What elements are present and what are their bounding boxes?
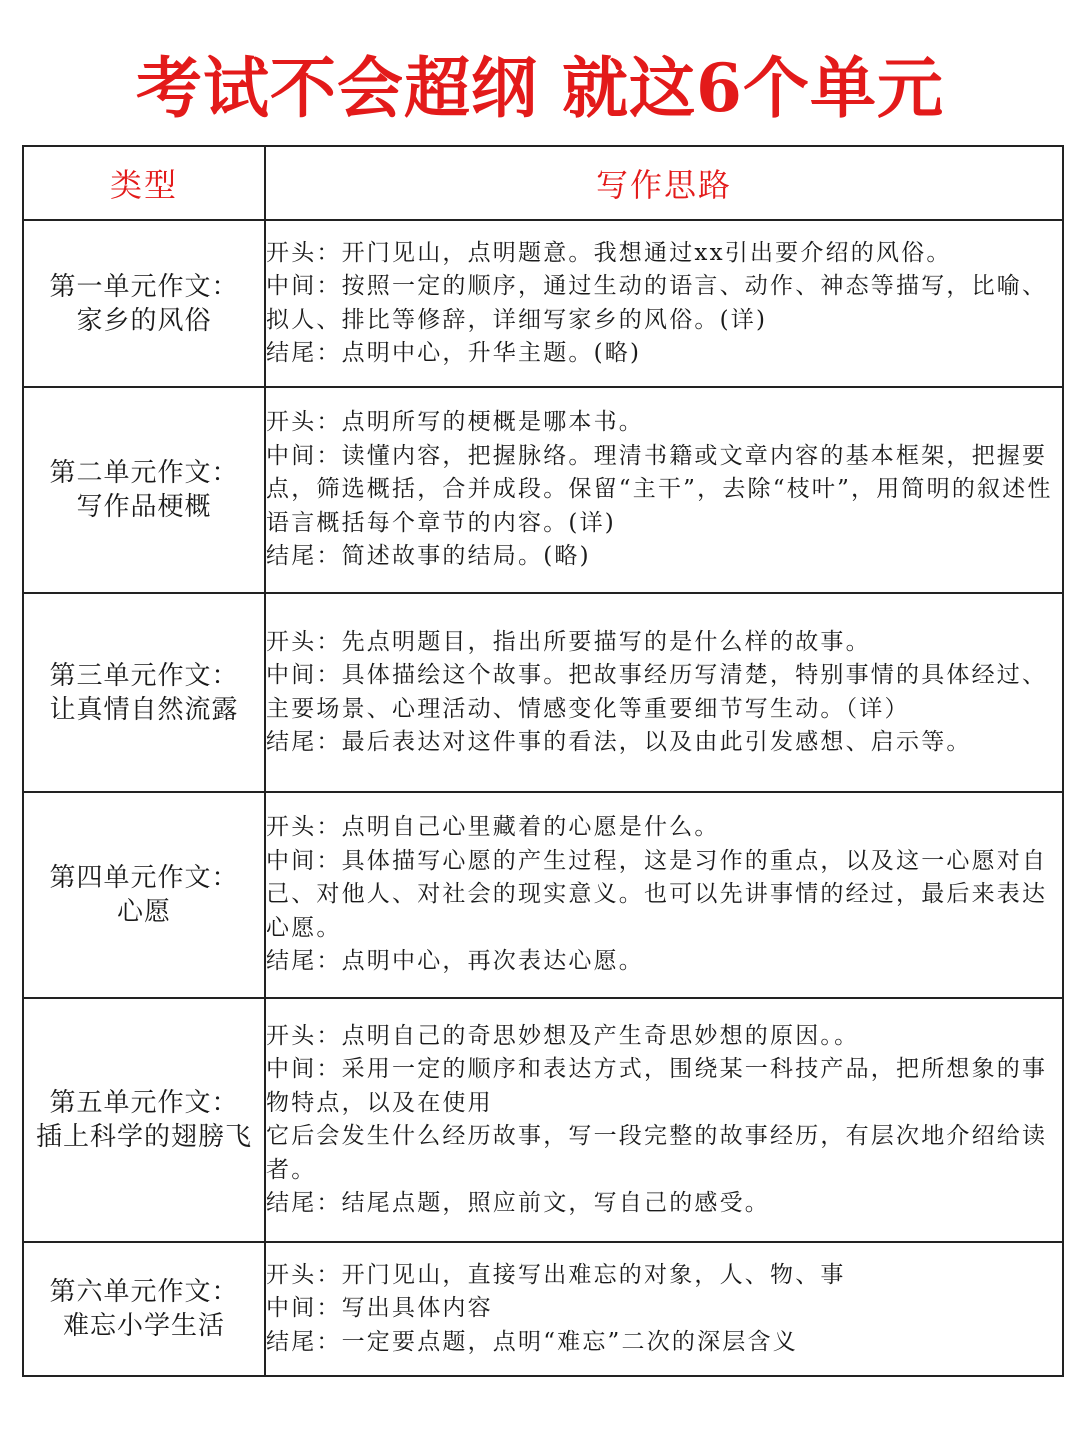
unit-cell — [23, 593, 265, 792]
header-approach: 写作思路 — [265, 146, 1063, 220]
unit-topic: 插上科学的翅膀飞 — [35, 1122, 252, 1152]
approach-line: 中间：具体描写心愿的产生过程，这是习作的重点，以及这一心愿对自己、对他人、对社会的现实意义。也可以先讲事情的经过，最后来表达心愿。 — [266, 847, 1048, 941]
approach-line: 中间：采用一定的顺序和表达方式，围绕某一科技产品，把所想象的事物特点，以及在使用 — [266, 1056, 1048, 1116]
unit-topic: 难忘小学生活 — [62, 1311, 225, 1341]
approach-line: 结尾：点明中心，升华主题。(略) — [266, 340, 642, 366]
unit-cell — [23, 792, 265, 998]
approach-line: 结尾：点明中心，再次表达心愿。 — [266, 948, 644, 975]
unit-topic: 让真情自然流露 — [49, 694, 239, 725]
unit-cell — [23, 220, 265, 387]
unit-label: 第六单元作文： — [49, 1277, 239, 1307]
page-title: 考试不会超纲 就这6个单元 — [136, 49, 944, 127]
approach-line: 中间：读懂内容，把握脉络。理清书籍或文章内容的基本框架，把握要点，筛选概括，合并成段。保留“主干”，去除“枝叶”，用简明的叙述性语言概括每个章节的内容。(详) — [266, 442, 1053, 536]
approach-cell — [265, 792, 1063, 998]
table-row — [23, 593, 1063, 792]
approach-line: 中间：按照一定的顺序，通过生动的语言、动作、神态等描写，比喻、拟人、排比等修辞，详细写家乡的风俗。(详) — [266, 273, 1048, 333]
unit-cell — [23, 1242, 265, 1376]
unit-label: 第三单元作文： — [49, 660, 239, 691]
unit-topic: 心愿 — [116, 897, 171, 927]
approach-line: 开头：开门见山，直接写出难忘的对象，人、物、事 — [266, 1261, 846, 1288]
approach-line: 中间：具体描绘这个故事。把故事经历写清楚，特别事情的具体经过、主要场景、心理活动、情感变化等重要细节写生动。（详） — [266, 662, 1048, 722]
unit-cell — [23, 998, 265, 1242]
table-row — [23, 998, 1063, 1242]
approach-line: 开头：先点明题目，指出所要描写的是什么样的故事。 — [266, 628, 871, 655]
unit-cell — [23, 387, 265, 593]
unit-label: 第四单元作文： — [49, 863, 239, 893]
approach-cell — [265, 998, 1063, 1242]
approach-cell — [265, 387, 1063, 593]
table-row — [23, 1242, 1063, 1376]
unit-label: 第五单元作文： — [49, 1088, 239, 1118]
writing-guide-table — [22, 145, 1064, 1377]
approach-line: 它后会发生什么经历故事，写一段完整的故事经历，有层次地介绍给读者。 — [266, 1123, 1048, 1183]
approach-cell — [265, 593, 1063, 792]
table-header-row — [23, 146, 1063, 220]
approach-line: 结尾：一定要点题，点明“难忘”二次的深层含义 — [266, 1328, 798, 1355]
approach-cell — [265, 220, 1063, 387]
unit-label: 第二单元作文： — [49, 458, 239, 488]
approach-line: 中间：写出具体内容 — [266, 1295, 493, 1322]
unit-label: 第一单元作文： — [49, 271, 239, 302]
approach-cell — [265, 1242, 1063, 1376]
unit-topic: 写作品梗概 — [76, 492, 212, 522]
approach-line: 开头：点明自己心里藏着的心愿是什么。 — [266, 814, 720, 841]
header-type: 类型 — [23, 146, 265, 220]
approach-line: 结尾：简述故事的结局。(略) — [266, 543, 591, 570]
table-row — [23, 792, 1063, 998]
unit-topic: 家乡的风俗 — [76, 305, 212, 336]
approach-line: 开头：点明自己的奇思妙想及产生奇思妙想的原因。。 — [266, 1022, 860, 1049]
approach-line: 开头：点明所写的梗概是哪本书。 — [266, 409, 644, 436]
table-row — [23, 387, 1063, 593]
approach-line: 开头：开门见山，点明题意。我想通过xx引出要介绍的风俗。 — [266, 239, 952, 266]
approach-line: 结尾：最后表达对这件事的看法，以及由此引发感想、启示等。 — [266, 729, 972, 755]
approach-line: 结尾：结尾点题，照应前文，写自己的感受。 — [266, 1190, 770, 1216]
table-row — [23, 220, 1063, 387]
